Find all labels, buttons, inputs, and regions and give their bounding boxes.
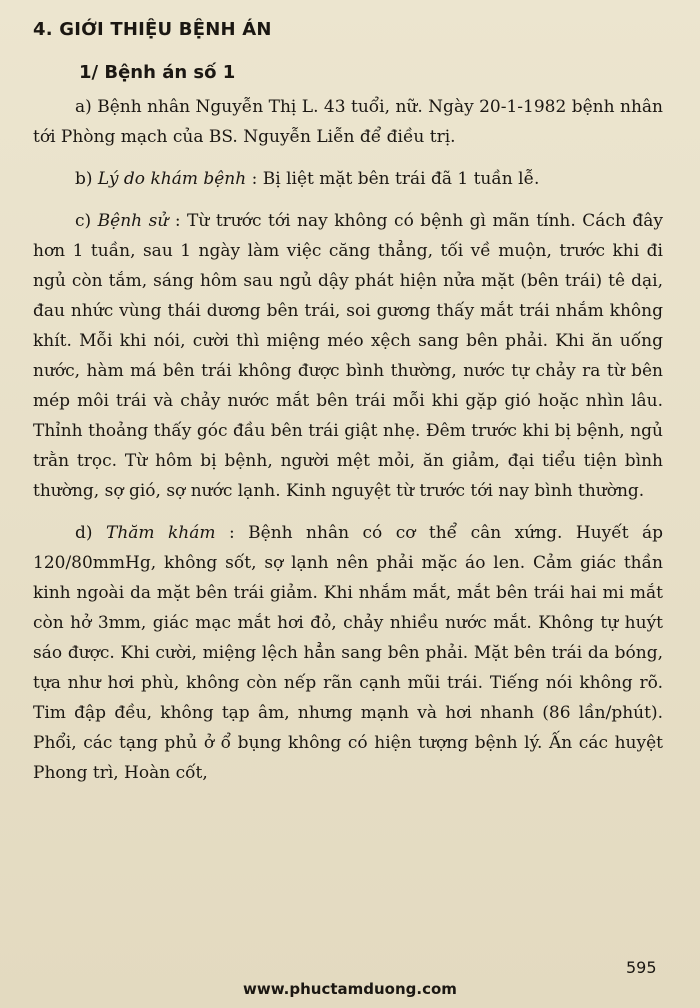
paragraph-c-prefix: c) <box>75 211 98 231</box>
page-number: 595 <box>626 958 657 977</box>
paragraph-b-label: Lý do khám bệnh <box>97 169 247 189</box>
paragraph-a: a) Bệnh nhân Nguyễn Thị L. 43 tuổi, nữ. Ngày 20-1-1982 bệnh nhân tới Phòng mạch của BS. Nguyễn Liễn để điều trị. <box>33 97 663 147</box>
paragraph-d-label: Thăm khám <box>105 523 216 543</box>
paragraph-d-body: : Bệnh nhân có cơ thể cân xứng. Huyết áp 120/80mmHg, không sốt, sợ lạnh nên phải mặc áo len. Cảm giác thần kinh ngoài da mặt bên trái giảm. Khi nhắm mắt, mắt bên trái hai mi mắt còn hở 3mm, giác mạc mắt hơi đỏ, chảy nhiều nước mắt. Không tự huýt sáo được. Khi cười, miệng lệch hẳn sang bên phải. Mặt bên trái da bóng, tựa như hơi phù, không còn nếp rãn cạnh mũi trái. Tiếng nói không rõ. Tim đập đều, không tạp âm, nhưng mạnh và hơi nhanh (86 lần/phút). Phổi, các tạng phủ ở ổ bụng không có hiện tượng bệnh lý. Ấn các huyệt Phong trì, Hoàn cốt, <box>33 523 664 783</box>
paragraph-c-body: : Từ trước tới nay không có bệnh gì mãn tính. Cách đây hơn 1 tuần, sau 1 ngày làm việc căng thẳng, tối về muộn, trước khi đi ngủ còn tắm, sáng hôm sau ngủ dậy phát hiện nửa mặt (bên trái) tê dại, đau nhức vùng thái dương bên trái, soi gương thấy mắt trái nhắm không khít. Mỗi khi nói, cười thì miệng méo xệch sang bên phải. Khi ăn uống nước, hàm má bên trái không được bình thường, nước tự chảy ra từ bên mép môi trái và chảy nước mắt bên trái mỗi khi gặp gió hoặc nhìn lâu. Thỉnh thoảng thấy góc đầu bên trái giật nhẹ. Đêm trước khi bị bệnh, ngủ trằn trọc. Từ hôm bị bệnh, người mệt mỏi, ăn giảm, đại tiểu tiện bình thường, sợ gió, sợ nước lạnh. Kinh nguyệt từ trước tới nay bình thường. <box>33 211 664 501</box>
website-link[interactable]: www.phuctamduong.com <box>243 980 457 998</box>
paragraph-b-body: : Bị liệt mặt bên trái đã 1 tuần lễ. <box>246 169 540 189</box>
paragraph-c <box>33 206 663 506</box>
paragraph-d-prefix: d) <box>75 523 106 543</box>
paragraph-c-label: Bệnh sử <box>97 211 169 231</box>
section-heading: 4. GIỚI THIỆU BỆNH ÁN <box>33 19 272 40</box>
paragraph-b <box>33 164 663 194</box>
paragraph-d <box>33 518 663 788</box>
page-content <box>33 14 663 800</box>
case-heading: 1/ Bệnh án số 1 <box>79 62 236 83</box>
paragraph-b-prefix: b) <box>75 169 98 189</box>
